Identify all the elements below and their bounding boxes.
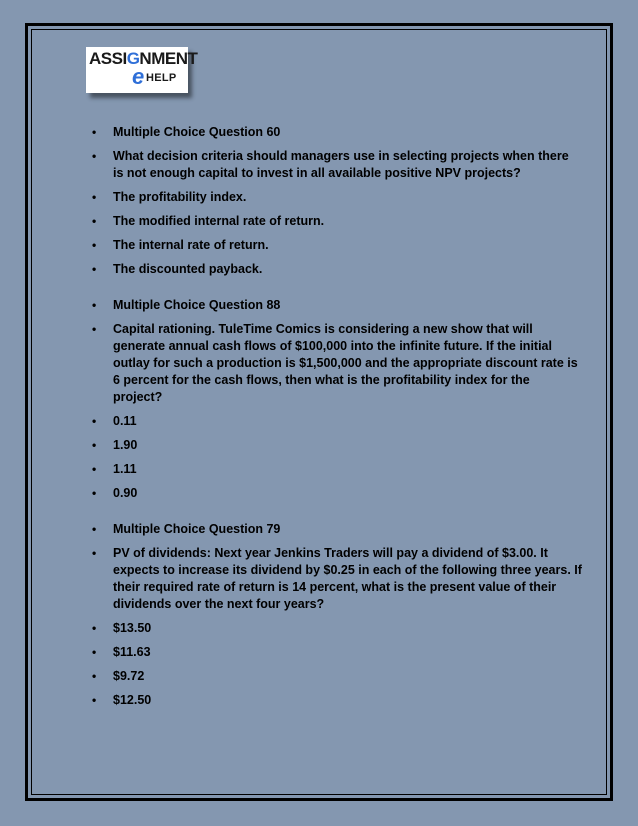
question-prompt: • PV of dividends: Next year Jenkins Traders will pay a dividend of $3.00. It expects to increase its dividend by $0.25 in each of the following three years. If their required rate of return is 14 percent, what is the present value of their dividends over the next four years? — [92, 545, 582, 613]
answer-option: • 0.90 — [92, 485, 582, 502]
answer-option: • The modified internal rate of return. — [92, 213, 582, 230]
question-title: • Multiple Choice Question 60 — [92, 124, 582, 141]
logo-text-assi: ASSI — [89, 49, 127, 68]
answer-option: • $11.63 — [92, 644, 582, 661]
question-title: • Multiple Choice Question 79 — [92, 521, 582, 538]
logo-e-letter: e — [132, 64, 145, 89]
answer-option: • $13.50 — [92, 620, 582, 637]
answer-option: • 1.11 — [92, 461, 582, 478]
question-title: • Multiple Choice Question 88 — [92, 297, 582, 314]
question-block-60 — [92, 124, 582, 278]
answer-option: • The profitability index. — [92, 189, 582, 206]
answer-option: • $9.72 — [92, 668, 582, 685]
answer-option: • 1.90 — [92, 437, 582, 454]
logo-help-text: HELP — [146, 72, 177, 84]
question-prompt: • Capital rationing. TuleTime Comics is considering a new show that will generate annual cash flows of $100,000 into the infinite future. If the initial outlay for such a production is $1,500,000 and the appropriate discount rate is 6 percent for the cash flows, then what is the profitability index for the project? — [92, 321, 582, 406]
logo-text-g: G — [126, 49, 140, 68]
answer-option: • The internal rate of return. — [92, 237, 582, 254]
answer-option: • $12.50 — [92, 692, 582, 709]
question-block-88 — [92, 297, 582, 502]
question-list — [92, 124, 582, 728]
question-block-79 — [92, 521, 582, 709]
logo-text-nment: NMENT — [139, 49, 198, 68]
answer-option: • The discounted payback. — [92, 261, 582, 278]
answer-option: • 0.11 — [92, 413, 582, 430]
assignment-help-logo — [86, 47, 198, 93]
question-prompt: • What decision criteria should managers use in selecting projects when there is not enough capital to invest in all available positive NPV projects? — [92, 148, 582, 182]
